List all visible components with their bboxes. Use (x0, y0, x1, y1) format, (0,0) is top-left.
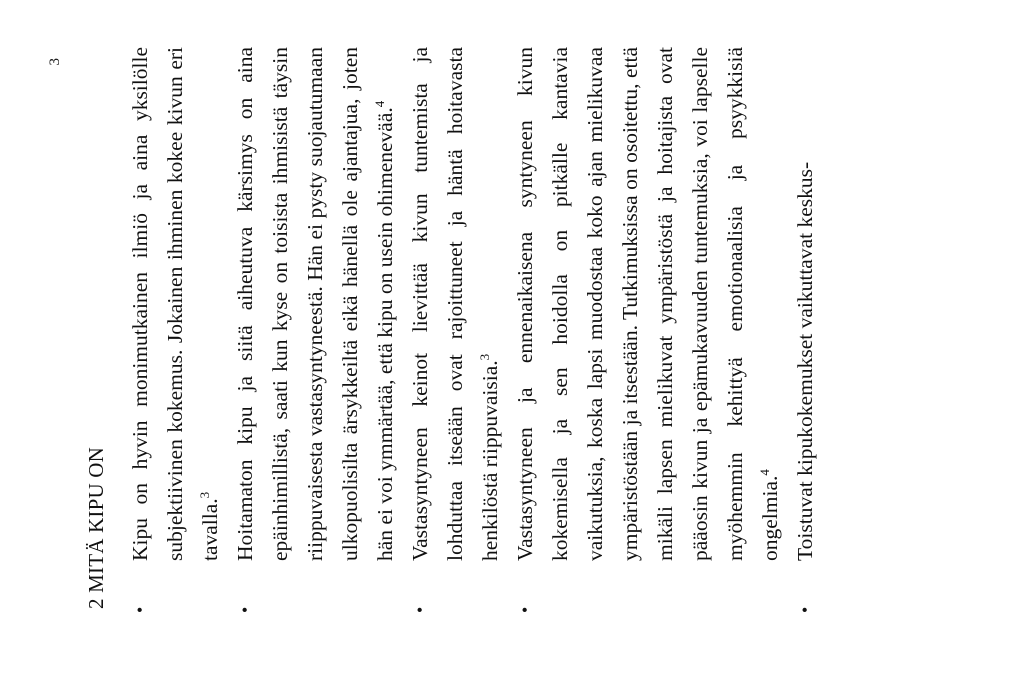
bullet-item (123, 47, 228, 613)
bullet-icon: • (795, 606, 815, 613)
bullet-item (228, 47, 403, 613)
bullet-text: Kipu on hyvin monimutkainen ilmiö ja aina yksilölle subjektiivinen kokemus. Jokainen ihminen kokee kivun eri tavalla.$^3$ (128, 47, 222, 561)
bullet-icon: • (130, 606, 150, 613)
footnote-ref: 3 (476, 353, 492, 361)
bullet-text: Hoitamaton kipu ja siitä aiheutuva kärsimys on aina epäinhimillistä, saati kun kyse on toisista ihmisistä täysin riippuvaisesta vastasyntyneestä. Hän ei pysty suojautumaan ulkopuolisilta ärsykkeiltä eikä hänellä ole ajantajua, joten hän ei voi ymmärtää, että kipu on usein ohimenevää.$^4$ (233, 47, 397, 561)
bullet-text: Vastasyntyneen keinot lievittää kivun tuntemista ja lohduttaa itseään ovat rajoittuneet ja häntä hoitavasta henkilöstä riippuvaisia.$^3$ (408, 47, 502, 561)
bullet-icon: • (235, 606, 255, 613)
bullet-item (788, 47, 823, 613)
bullet-list (123, 47, 823, 613)
footnote-ref: 4 (756, 469, 772, 476)
bullet-item (403, 47, 508, 613)
footnote-ref: 3 (196, 491, 212, 499)
bullet-item (508, 47, 788, 613)
bullet-icon: • (515, 606, 535, 613)
section-heading: 2 MITÄ KIPU ON (84, 446, 108, 609)
page-number: 3 (47, 58, 63, 66)
bullet-text: Vastasyntyneen ja ennenaikaisena syntyneen kivun kokemisella ja sen hoidolla on pitkälle kantavia vaikutuksia, koska lapsi muodostaa koko ajan mielikuvaa ympäristöstään ja itsestään. Tutkimuksissa on osoitettu, että mikäli lapsen mielikuvat ympäristöstä ja hoitajista ovat pääosin kivun ja epämukavuuden tuntemuksia, voi lapselle myöhemmin kehittyä emotionaalisia ja psyykkisiä ongelmia.$^4$ (513, 47, 782, 561)
bullet-text: Toistuvat kipukokemukset vaikuttavat keskus- (793, 161, 817, 561)
bullet-icon: • (410, 606, 430, 613)
footnote-ref: 4 (371, 100, 387, 108)
